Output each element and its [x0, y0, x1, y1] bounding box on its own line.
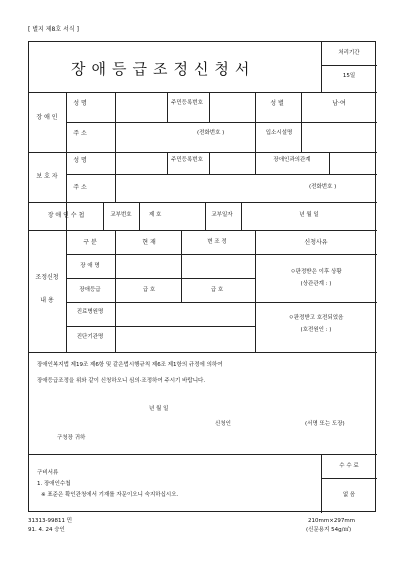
fee-label: 수 수 료	[339, 463, 359, 469]
guardian-label: 보 호 자	[36, 173, 58, 180]
footer-date: 91. 4. 24 승인	[28, 527, 65, 533]
dp-phone-label: (전화번호 )	[197, 130, 225, 136]
col-reason: 신청사유	[304, 239, 328, 246]
g-rrn-label: 주민등록번호	[171, 157, 203, 163]
footer-size: 210mm×297mm	[308, 518, 356, 524]
reg-number-label: 교부번호	[110, 212, 132, 218]
dp-enterer-label: 입소시설명	[265, 130, 293, 136]
disabled-person-label: 장 애 인	[36, 114, 58, 121]
footer-code: 31313-99811 민	[28, 518, 73, 524]
reg-date-value: 년 월 일	[299, 212, 319, 218]
statement-date: 년 월 일	[149, 406, 169, 412]
fee-value: 없 음	[342, 492, 356, 498]
col-after: 변 조 정	[207, 239, 227, 245]
reg-date-label: 교부일자	[211, 212, 233, 218]
g-name-label: 성 명	[73, 157, 87, 164]
row-doctor: 진단기관명	[76, 334, 104, 340]
statement-line1: 장애인복지법 제19조 제6항 및 같은법시행규칙 제6조 제1항의 규정에 의하여	[37, 362, 223, 368]
g-phone-label: (전화번호 )	[309, 184, 337, 190]
reason-2-a: ㅇ판정받고 호전되었음	[288, 315, 344, 321]
application-form	[28, 41, 376, 512]
dp-rrn-label: 주민등록번호	[171, 100, 203, 106]
footer-paper: (신문용지 54g/㎡)	[306, 527, 352, 533]
reason-1-b: (상관관계 : )	[300, 281, 332, 287]
row-grade: 장애등급	[79, 287, 101, 293]
dp-sex-label: 성 별	[270, 100, 284, 107]
g-address-label: 주 소	[73, 184, 87, 191]
signature-label: (서명 또는 도장)	[305, 421, 345, 427]
attachment-item1: 1. 장애인수첩	[37, 481, 71, 487]
adjust-label-1: 조정신청	[35, 274, 59, 281]
attachment-note: ※ 표준은 확인관청에서 기재를 자문이오니 숙지하십시오.	[41, 492, 179, 498]
reason-2-b: (호전원인 : )	[300, 327, 332, 333]
dp-address-label: 주 소	[73, 130, 87, 137]
reason-1-a: ㅇ판정받은 이후 상황	[290, 269, 342, 275]
form-number: [ 별지 제8호 서식 ]	[28, 26, 79, 33]
reg-number-suffix: 제 호	[149, 212, 162, 218]
registration-label: 장 애 인 수 첩	[47, 212, 85, 219]
dp-name-label: 성 명	[73, 100, 87, 107]
col-before: 현 재	[142, 239, 156, 246]
adjust-label-2: 내 용	[40, 297, 54, 304]
processing-label: 처리기간	[338, 50, 360, 56]
page-title: 장애등급조정신청서	[71, 60, 256, 78]
row-hospital: 진료병원명	[76, 309, 104, 315]
applicant-label: 신청인	[215, 421, 231, 427]
grade-after: 급 호	[210, 287, 224, 293]
processing-value: 15일	[342, 73, 356, 79]
dp-sex-value: 남·여	[332, 100, 346, 107]
attachments-heading: 구비서류	[37, 470, 59, 476]
addressee: 구청장 귀하	[57, 435, 86, 441]
grade-before: 급 호	[142, 287, 156, 293]
row-type: 장 애 명	[80, 263, 100, 269]
statement-line2: 장애등급조정을 위와 같이 신청하오니 심의·조정하여 주시기 바랍니다.	[37, 378, 206, 384]
g-relation-label: 장애인과의관계	[273, 157, 311, 163]
col-kind: 구 분	[83, 239, 97, 246]
